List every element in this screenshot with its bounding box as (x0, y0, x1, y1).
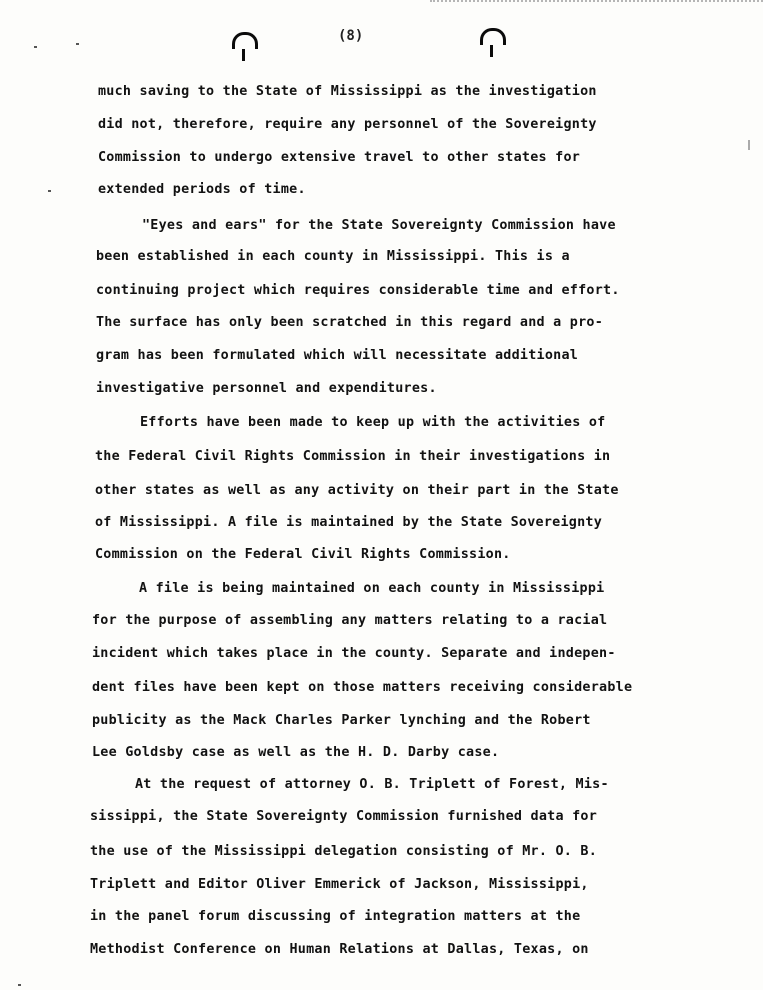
scan-speck (748, 140, 750, 150)
punch-hole-left-icon (232, 32, 258, 49)
text-line: Efforts have been made to keep up with the activities of (140, 415, 606, 430)
top-edge-dots (430, 0, 763, 6)
text-line: "Eyes and ears" for the State Sovereignty Commission have (142, 218, 616, 233)
text-line: for the purpose of assembling any matters relating to a racial (92, 613, 608, 628)
text-line: of Mississippi. A file is maintained by the State Sovereignty (95, 515, 603, 530)
text-line: sissippi, the State Sovereignty Commission furnished data for (90, 809, 598, 824)
text-line: been established in each county in Mississippi. This is a (96, 249, 570, 264)
text-line: Methodist Conference on Human Relations at Dallas, Texas, on (90, 942, 589, 957)
text-line: the Federal Civil Rights Commission in their investigations in (95, 449, 611, 464)
text-line: much saving to the State of Mississippi as the investigation (98, 84, 597, 99)
text-line: Commission on the Federal Civil Rights Commission. (95, 547, 511, 562)
text-line: dent files have been kept on those matters receiving considerable (92, 680, 633, 695)
text-line: did not, therefore, require any personnel of the Sovereignty (98, 117, 597, 132)
text-line: Commission to undergo extensive travel to other states for (98, 150, 581, 165)
scan-speck (48, 190, 51, 192)
text-line: At the request of attorney O. B. Triplett of Forest, Mis- (135, 777, 609, 792)
text-line: continuing project which requires considerable time and effort. (96, 283, 620, 298)
page-number: (8) (338, 28, 364, 44)
scan-speck (76, 43, 79, 45)
text-line: publicity as the Mack Charles Parker lynching and the Robert (92, 713, 591, 728)
text-line: investigative personnel and expenditures. (96, 381, 437, 396)
text-line: Triplett and Editor Oliver Emmerick of Jackson, Mississippi, (90, 877, 589, 892)
text-line: extended periods of time. (98, 182, 306, 197)
scan-speck (18, 984, 21, 986)
text-line: other states as well as any activity on their part in the State (95, 483, 619, 498)
text-line: incident which takes place in the county. Separate and indepen- (92, 646, 616, 661)
text-line: the use of the Mississippi delegation consisting of Mr. O. B. (90, 844, 598, 859)
text-line: Lee Goldsby case as well as the H. D. Darby case. (92, 745, 500, 760)
scan-speck (34, 46, 37, 48)
text-line: gram has been formulated which will necessitate additional (96, 348, 579, 363)
text-line: in the panel forum discussing of integration matters at the (90, 909, 581, 924)
text-line: A file is being maintained on each county in Mississippi (139, 581, 605, 596)
punch-hole-right-icon (480, 28, 506, 45)
text-line: The surface has only been scratched in this regard and a pro- (96, 315, 604, 330)
